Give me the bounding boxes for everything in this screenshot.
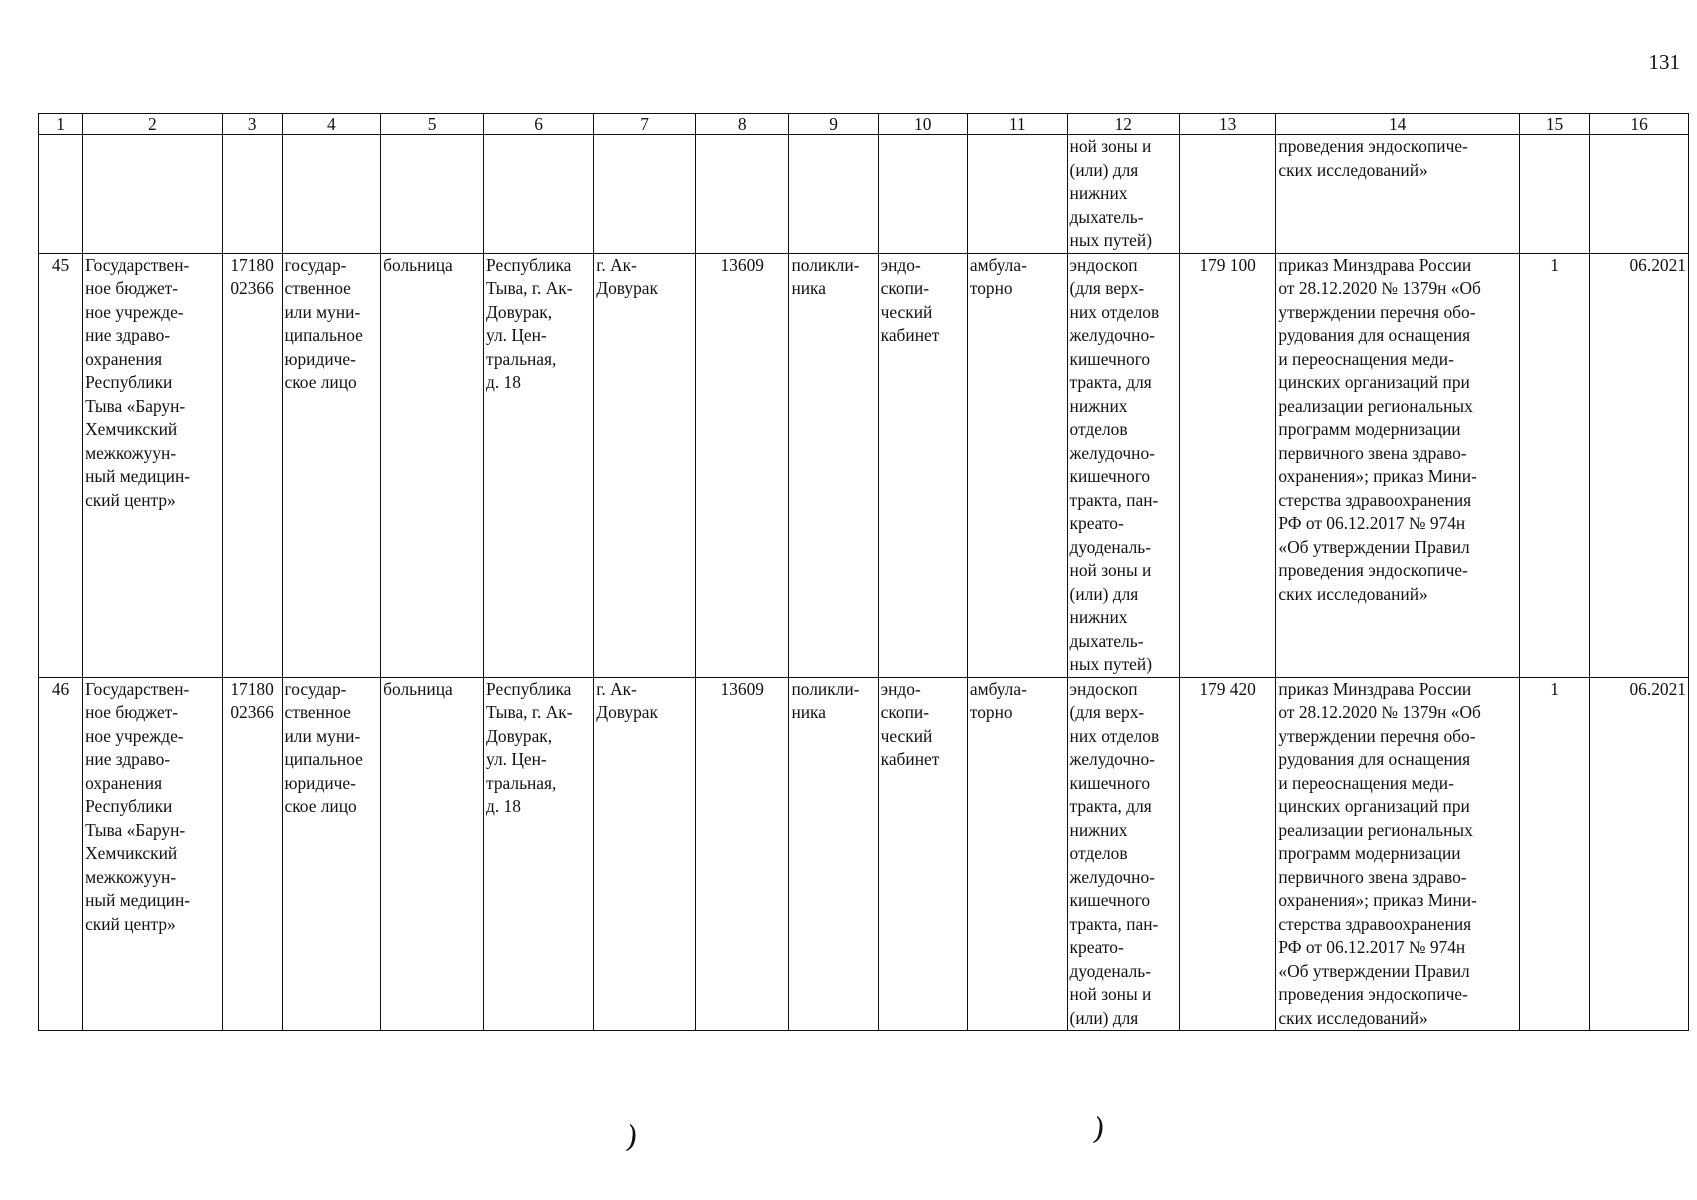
equipment-register-table (38, 113, 1689, 1031)
code-cell: 13609 (696, 677, 789, 1031)
room-cell: эндо- скопи- ческий кабинет (878, 677, 967, 1031)
table-row (39, 677, 1689, 1031)
column-header: 12 (1067, 114, 1179, 135)
table-row (39, 253, 1689, 677)
equipment-cell: эндоскоп (для верх- них отделов желудочно- кишечного тракта, для нижних отделов желудочно- кишечного тракта, пан- креато- дуоденаль- ной зоны и (или) для нижних дыхатель- ных путей) (1067, 253, 1179, 677)
pen-mark: ) (1090, 1111, 1108, 1148)
column-header: 1 (39, 114, 83, 135)
column-header: 14 (1276, 114, 1520, 135)
column-header: 16 (1590, 114, 1689, 135)
locality-cell: г. Ак- Довурак (594, 253, 696, 677)
organization-name-cell: Государствен- ное бюджет- ное учрежде- ние здраво- охранения Республики Тыва «Барун- Хемчикский межкожуун- ный медицин- ский центр» (83, 253, 223, 677)
date-cell: 06.2021 (1590, 677, 1689, 1031)
row-number-cell: 45 (39, 253, 83, 677)
column-header: 15 (1519, 114, 1589, 135)
continuation-row (39, 135, 1689, 254)
equipment-cell: ной зоны и (или) для нижних дыхатель- ных путей) (1067, 135, 1179, 254)
column-header: 3 (222, 114, 282, 135)
legal-basis-cell: проведения эндоскопиче- ских исследований» (1276, 135, 1520, 254)
date-cell: 06.2021 (1590, 253, 1689, 677)
legal-form-cell: государ- ственное или муни- ципальное юридиче- ское лицо (282, 677, 381, 1031)
equipment-code-cell: 179 420 (1179, 677, 1276, 1031)
row-number-cell: 46 (39, 677, 83, 1031)
inn-cell: 17180 02366 (222, 253, 282, 677)
column-header: 9 (789, 114, 878, 135)
quantity-cell: 1 (1519, 677, 1589, 1031)
unit-cell: поликли- ника (789, 677, 878, 1031)
facility-type-cell: больница (381, 253, 484, 677)
column-number-row (39, 114, 1689, 135)
unit-cell: поликли- ника (789, 253, 878, 677)
column-header: 10 (878, 114, 967, 135)
column-header: 2 (83, 114, 223, 135)
pen-mark: ) (623, 1119, 641, 1156)
column-header: 13 (1179, 114, 1276, 135)
address-cell: Республика Тыва, г. Ак- Довурак, ул. Цен- тральная, д. 18 (484, 677, 594, 1031)
page-number: 131 (1648, 50, 1680, 74)
code-cell: 13609 (696, 253, 789, 677)
legal-form-cell: государ- ственное или муни- ципальное юридиче- ское лицо (282, 253, 381, 677)
column-header: 11 (967, 114, 1067, 135)
equipment-code-cell: 179 100 (1179, 253, 1276, 677)
quantity-cell: 1 (1519, 253, 1589, 677)
equipment-cell: эндоскоп (для верх- них отделов желудочно- кишечного тракта, для нижних отделов желудочно- кишечного тракта, пан- креато- дуоденаль- ной зоны и (или) для (1067, 677, 1179, 1031)
column-header: 6 (484, 114, 594, 135)
legal-basis-cell: приказ Минздрава России от 28.12.2020 № 1379н «Об утверждении перечня обо- рудования для оснащения и переоснащения меди- цинских организаций при реализации региональных программ модернизации первичного звена здраво- охранения»; приказ Мини- стерства здравоохранения РФ от 06.12.2017 № 974н «Об утверждении Правил проведения эндоскопиче- ских исследований» (1276, 253, 1520, 677)
column-header: 7 (594, 114, 696, 135)
room-cell: эндо- скопи- ческий кабинет (878, 253, 967, 677)
legal-basis-cell: приказ Минздрава России от 28.12.2020 № 1379н «Об утверждении перечня обо- рудования для оснащения и переоснащения меди- цинских организаций при реализации региональных программ модернизации первичного звена здраво- охранения»; приказ Мини- стерства здравоохранения РФ от 06.12.2017 № 974н «Об утверждении Правил проведения эндоскопиче- ских исследований» (1276, 677, 1520, 1031)
locality-cell: г. Ак- Довурак (594, 677, 696, 1031)
organization-name-cell: Государствен- ное бюджет- ное учрежде- ние здраво- охранения Республики Тыва «Барун- Хемчикский межкожуун- ный медицин- ский центр» (83, 677, 223, 1031)
inn-cell: 17180 02366 (222, 677, 282, 1031)
care-mode-cell: амбула- торно (967, 253, 1067, 677)
column-header: 4 (282, 114, 381, 135)
column-header: 5 (381, 114, 484, 135)
address-cell: Республика Тыва, г. Ак- Довурак, ул. Цен- тральная, д. 18 (484, 253, 594, 677)
column-header: 8 (696, 114, 789, 135)
facility-type-cell: больница (381, 677, 484, 1031)
care-mode-cell: амбула- торно (967, 677, 1067, 1031)
